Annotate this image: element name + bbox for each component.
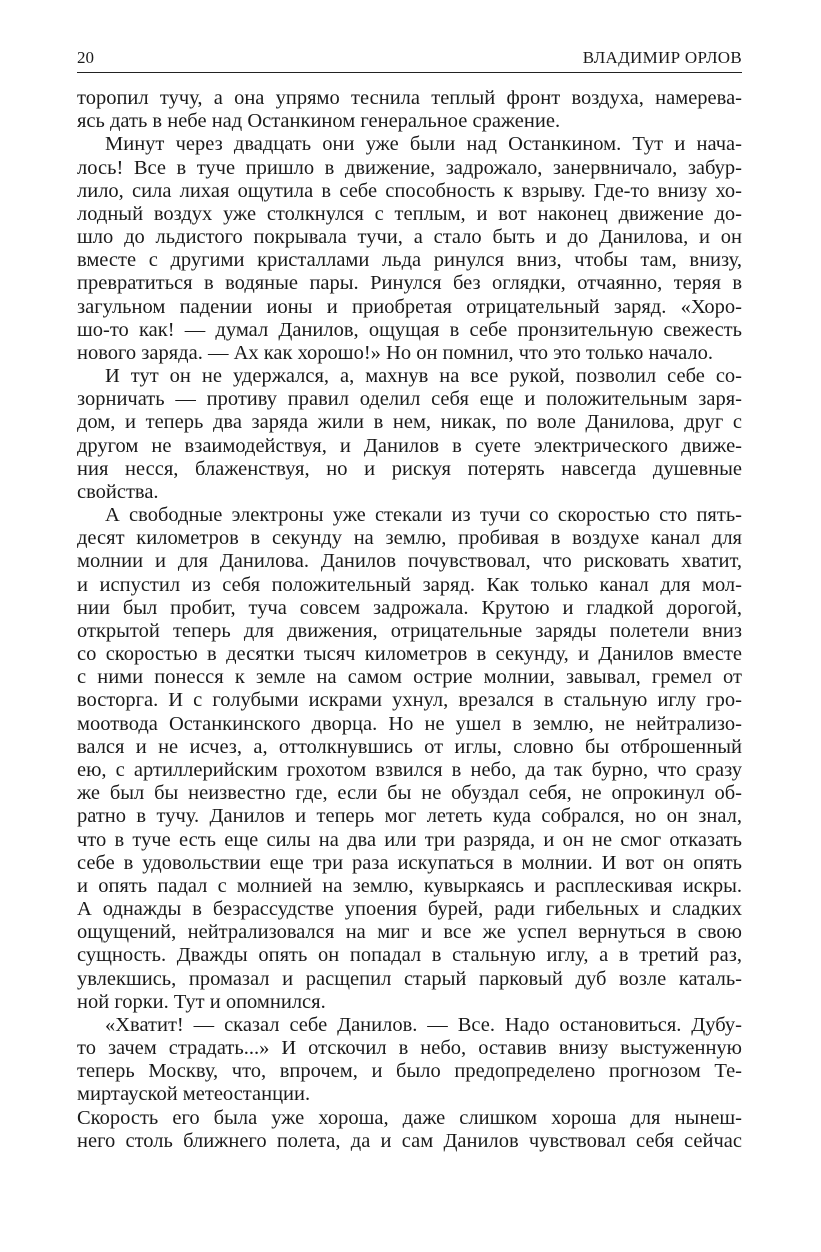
text-line-content: теперь Москву, что, впрочем, и было предопределено прогнозом Те- [77,1060,742,1083]
page-number: 20 [77,48,94,67]
text-line-content: ратно в тучу. Данилов и теперь мог лететь куда собрался, но он знал, [77,805,742,828]
text-line-content: превратиться в водяные пары. Ринулся без оглядки, отчаянно, теряя в [77,272,742,295]
text-line-content: нии был пробит, туча совсем задрожала. Крутою и гладкой дорогой, [77,596,742,619]
text-line [77,898,742,921]
text-line [77,296,742,319]
text-line [77,133,742,156]
text-line-content: А однажды в безрассудстве упоения бурей, ради гибельных и сладких [77,898,742,921]
text-line [77,110,742,133]
text-line [77,458,742,481]
text-line [77,203,742,226]
text-line [77,481,742,504]
text-line-content: себе в удовольствии еще три раза искупаться в молнии. И вот он опять [77,851,742,874]
text-line-content: то зачем страдать...» И отскочил в небо, оставив внизу выстуженную [77,1037,742,1060]
text-line-content: ею, с артиллерийским грохотом взвился в небо, да так бурно, что сразу [77,758,742,781]
text-line [77,1037,742,1060]
text-line-content: и испустил из себя положительный заряд. Как только канал для мол- [77,573,742,596]
text-line-content: ния несся, блаженствуя, но и рискуя потерять навсегда душевные [77,457,742,480]
text-line [77,272,742,295]
text-line [77,875,742,898]
text-line-content: свойства. [77,480,159,503]
text-line [77,249,742,272]
paragraph [77,365,742,504]
text-line [77,1083,742,1106]
paragraph [77,133,742,365]
text-line-content: Минут через двадцать они уже были над Останкином. Тут и нача- [105,133,742,156]
text-line-content: лодный воздух уже столкнулся с теплым, и вот наконец движение до- [77,202,742,225]
text-line-content: дом, и теперь два заряда жили в нем, никак, по воле Данилова, друг с [77,411,742,434]
paragraph [77,87,742,133]
text-line [77,550,742,573]
text-line-content: торопил тучу, а она упрямо теснила теплый фронт воздуха, намерева- [77,87,742,109]
text-line-content: восторга. И с голубыми искрами ухнул, врезался в стальную иглу гро- [77,689,742,712]
text-line-content: моотвода Останкинского дворца. Но не ушел в землю, не нейтрализо- [77,712,742,735]
running-title: ВЛАДИМИР ОРЛОВ [582,48,742,67]
running-header [77,48,742,70]
text-line-content: миртауской метеостанции. [77,1083,311,1106]
text-line-content: вместе с другими кристаллами льда ринулся вниз, чтобы там, внизу, [77,249,742,272]
text-line [77,689,742,712]
text-line [77,944,742,967]
text-line-content: что в туче есть еще силы на два или три разряда, и он не смог отказать [77,828,742,851]
text-line [77,574,742,597]
text-line [77,388,742,411]
text-line [77,504,742,527]
text-line [77,157,742,180]
text-line-content: ясь дать в небе над Останкином генеральное сражение. [77,110,561,133]
text-line [77,527,742,550]
text-line-content: шо-то как! — думал Данилов, ощущая в себе пронзительную свежесть [77,318,742,341]
text-line [77,666,742,689]
text-line [77,921,742,944]
text-line [77,620,742,643]
paragraph [77,1014,742,1107]
text-line [77,342,742,365]
text-line [77,1060,742,1083]
body-text [77,87,742,1153]
text-line [77,1130,742,1153]
text-line [77,226,742,249]
text-line [77,852,742,875]
text-line [77,759,742,782]
text-line-content: молнии и для Данилова. Данилов почувствовал, что рисковать хватит, [77,550,742,573]
text-line-content: другом не взаимодействуя, и Данилов в суете электрического движе- [77,434,742,457]
text-line [77,365,742,388]
text-line-content: И тут он не удержался, а, махнув на все рукой, позволил себе со- [105,365,742,388]
text-line-content: же был бы неизвестно где, если бы не обуздал себя, не опрокинул об- [77,782,742,805]
text-line-content: загульном падении ионы и приобретая отрицательный заряд. «Хоро- [77,295,742,318]
text-line [77,968,742,991]
text-line [77,782,742,805]
text-line [77,829,742,852]
text-line-content: шло до льдистого покрывала тучи, а стало быть и до Данилова, и он [77,226,742,249]
text-line [77,713,742,736]
text-line-content: вался и не исчез, а, оттолкнувшись от иглы, словно бы отброшенный [77,735,742,758]
text-line [77,411,742,434]
text-line-content: сущность. Дважды опять он попадал в стальную иглу, а в третий раз, [77,944,742,967]
text-line-content: «Хватит! — сказал себе Данилов. — Все. Надо остановиться. Дубу- [105,1013,742,1036]
text-line-content: и опять падал с молнией на землю, кувыркаясь и расплескивая искры. [77,874,742,897]
text-line-content: открытой теперь для движения, отрицательные заряды полетели вниз [77,619,742,642]
text-line-content: с ними понесся к земле на самом острие молнии, завывал, гремел от [77,666,742,689]
text-line [77,736,742,759]
text-line [77,87,742,110]
paragraph [77,504,742,1014]
text-line-content: Скорость его была уже хороша, даже слишком хороша для нынеш- [77,1106,742,1129]
text-line-content: зорничать — противу правил оделил себя еще и положительным заря- [77,388,742,411]
text-line [77,180,742,203]
text-line [77,805,742,828]
text-line-content: лило, сила лихая ощутила в себе способность к взрыву. Где-то внизу хо- [77,179,742,202]
text-line [77,991,742,1014]
text-line [77,643,742,666]
text-line-content: десят километров в секунду на землю, пробивая в воздухе канал для [77,527,742,550]
text-line-content: А свободные электроны уже стекали из тучи со скоростью сто пять- [105,504,742,527]
paragraph [77,1107,742,1153]
text-line [77,1014,742,1037]
text-line [77,319,742,342]
text-line-content: лось! Все в туче пришло в движение, задрожало, занервничало, забур- [77,156,742,179]
header-rule [77,72,742,73]
text-line [77,597,742,620]
text-line-content: него столь ближнего полета, да и сам Данилов чувствовал себя сейчас [77,1129,742,1152]
text-line-content: нового заряда. — Ах как хорошо!» Но он помнил, что это только начало. [77,341,714,364]
text-line-content: увлекшись, промазал и расщепил старый парковый дуб возле каталь- [77,967,742,990]
text-line-content: ной горки. Тут и опомнился. [77,990,326,1013]
text-line [77,435,742,458]
text-line-content: со скоростью в десятки тысяч километров в секунду, и Данилов вместе [77,643,742,666]
text-line-content: ощущений, нейтрализовался на миг и все же успел вернуться в свою [77,921,742,944]
text-line [77,1107,742,1130]
